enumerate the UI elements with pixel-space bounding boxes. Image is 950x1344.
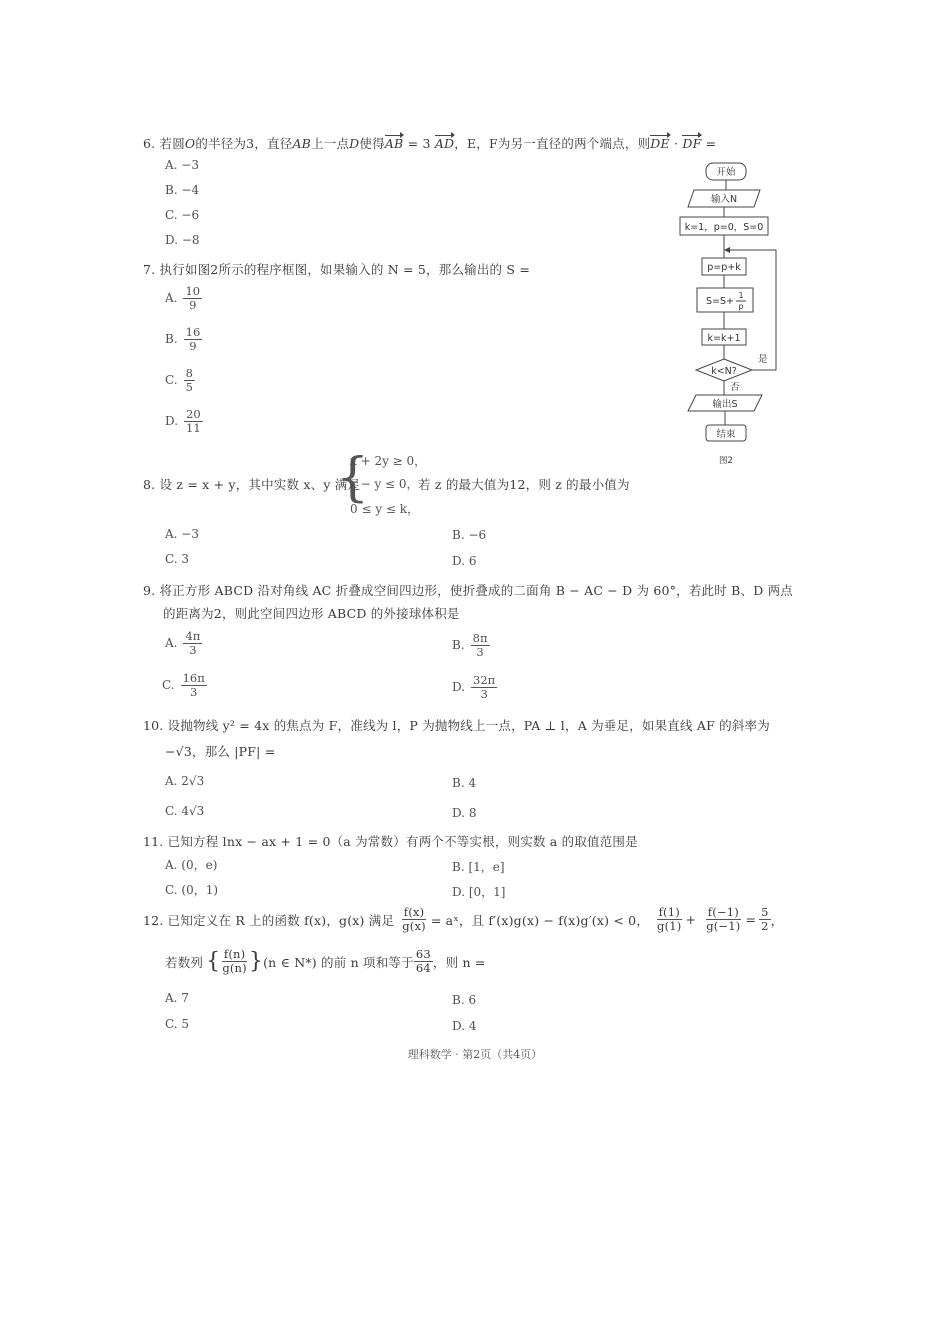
q8-stem-post: 若 z 的最大值为12，则 z 的最小值为 bbox=[418, 477, 630, 492]
q8-stem-pre: 8. 设 z = x + y，其中实数 x、y 满足 bbox=[143, 477, 361, 492]
q11-option-a: A. (0，e) bbox=[165, 858, 218, 872]
q8-option-d: D. 6 bbox=[452, 554, 477, 568]
q12-stem-line2: 若数列 { $\frac{f(n)}{g(n)}$ } (n ∈ N*) 的前 n 项和等于 $\frac{63}{64}$ ，则 n = bbox=[165, 947, 486, 975]
q10-option-d: D. 8 bbox=[452, 806, 477, 820]
flow-condition-text: k<N? bbox=[711, 366, 737, 377]
flowchart-caption: 图2 bbox=[719, 456, 733, 466]
q6-option-a: A. −3 bbox=[165, 158, 199, 172]
q9-option-a: A. $\frac{4\pi}{3}$ bbox=[165, 629, 201, 657]
q8-constraint-3: 0 ≤ y ≤ k， bbox=[350, 502, 420, 516]
q7-option-b: B. $\frac{16}{9}$ bbox=[165, 325, 201, 353]
q12-option-a: A. 7 bbox=[165, 991, 189, 1005]
vector-ad: AD bbox=[434, 136, 455, 151]
flowchart-figure-2 bbox=[670, 155, 810, 470]
flow-step-s-den: p bbox=[738, 302, 744, 311]
flow-step-s-num: 1 bbox=[738, 291, 744, 300]
q10-option-b: B. 4 bbox=[452, 776, 477, 790]
vector-ab: AB bbox=[384, 136, 404, 151]
q11-stem: 11. 已知方程 lnx − ax + 1 = 0（a 为常数）有两个不等实根，则实数 a 的取值范围是 bbox=[143, 834, 638, 849]
q9-stem-line1: 9. 将正方形 ABCD 沿对角线 AC 折叠成空间四边形，使折叠成的二面角 B − AC − D 为 60°，若此时 B、D 两点 bbox=[143, 583, 793, 598]
q9-stem-line2: 的距离为2，则此空间四边形 ABCD 的外接球体积是 bbox=[163, 606, 460, 621]
q6-option-c: C. −6 bbox=[165, 208, 200, 222]
flow-no-label: 否 bbox=[730, 382, 740, 393]
q8-option-c: C. 3 bbox=[165, 552, 190, 566]
q12-stem-line1: 12. 已知定义在 R 上的函数 f(x)，g(x) 满足 $\frac{f(x)}{g(x)}$ = aˣ，且 f′(x)g(x) − f(x)g′(x) < 0， $\frac{f(1)}{g(1)}$ + $\frac{f(-1)}{g(-1)}$ = $\frac{5}{2}$ ， bbox=[143, 905, 784, 933]
flow-step-s-text: S=S+ bbox=[706, 296, 734, 307]
flow-input-text: 输入N bbox=[710, 194, 738, 205]
q10-option-c: C. 4√3 bbox=[165, 804, 205, 818]
q7-option-d: D. $\frac{20}{11}$ bbox=[165, 407, 201, 435]
q10-stem-line1: 10. 设抛物线 y² = 4x 的焦点为 F，准线为 l，P 为抛物线上一点，PA ⊥ l，A 为垂足，如果直线 AF 的斜率为 bbox=[143, 718, 770, 733]
q11-option-c: C. (0，1) bbox=[165, 883, 219, 897]
page-footer: 理科数学 · 第2页（共4页） bbox=[407, 1048, 543, 1061]
vector-df: DF bbox=[682, 136, 702, 151]
q8-option-b: B. −6 bbox=[452, 528, 487, 542]
q8-option-a: A. −3 bbox=[165, 527, 199, 541]
flow-init-text: k=1，p=0，S=0 bbox=[684, 222, 764, 233]
q8-brace: { bbox=[336, 448, 370, 508]
vector-de: DE bbox=[650, 136, 670, 151]
flow-start-text: 开始 bbox=[716, 167, 736, 178]
q9-option-c: C. $\frac{16\pi}{3}$ bbox=[162, 671, 205, 699]
q7-option-a: A. $\frac{10}{9}$ bbox=[165, 284, 201, 312]
q6-stem: 6. 若圆O的半径为3，直径AB上一点D使得AB = 3 AD，E，F为另一直径的两个端点，则DE · DF = bbox=[143, 136, 717, 151]
q8-constraint-2: x − y ≤ 0， bbox=[350, 477, 419, 491]
q9-option-d: D. $\frac{32\pi}{3}$ bbox=[452, 673, 496, 701]
q9-option-b: B. $\frac{8\pi}{3}$ bbox=[452, 631, 488, 659]
q10-stem-line2: −√3，那么 |PF| = bbox=[165, 744, 276, 759]
q12-option-c: C. 5 bbox=[165, 1017, 190, 1031]
q7-stem: 7. 执行如图2所示的程序框图，如果输入的 N = 5，那么输出的 S = bbox=[143, 262, 531, 277]
flow-step-k-text: k=k+1 bbox=[707, 333, 741, 344]
q11-option-b: B. [1，e] bbox=[452, 860, 505, 874]
flow-output-text: 输出S bbox=[712, 399, 738, 410]
q6-option-b: B. −4 bbox=[165, 183, 200, 197]
q6-option-d: D. −8 bbox=[165, 233, 200, 247]
q10-option-a: A. 2√3 bbox=[165, 774, 205, 788]
q11-option-d: D. [0，1] bbox=[452, 885, 506, 899]
flow-end-text: 结束 bbox=[716, 429, 736, 440]
q8-constraint-1: x + 2y ≥ 0， bbox=[350, 454, 427, 468]
q12-option-b: B. 6 bbox=[452, 993, 477, 1007]
flow-step-p-text: p=p+k bbox=[707, 262, 741, 273]
q7-option-c: C. $\frac{8}{5}$ bbox=[165, 366, 193, 394]
q12-option-d: D. 4 bbox=[452, 1019, 477, 1033]
flow-yes-label: 是 bbox=[758, 354, 768, 365]
